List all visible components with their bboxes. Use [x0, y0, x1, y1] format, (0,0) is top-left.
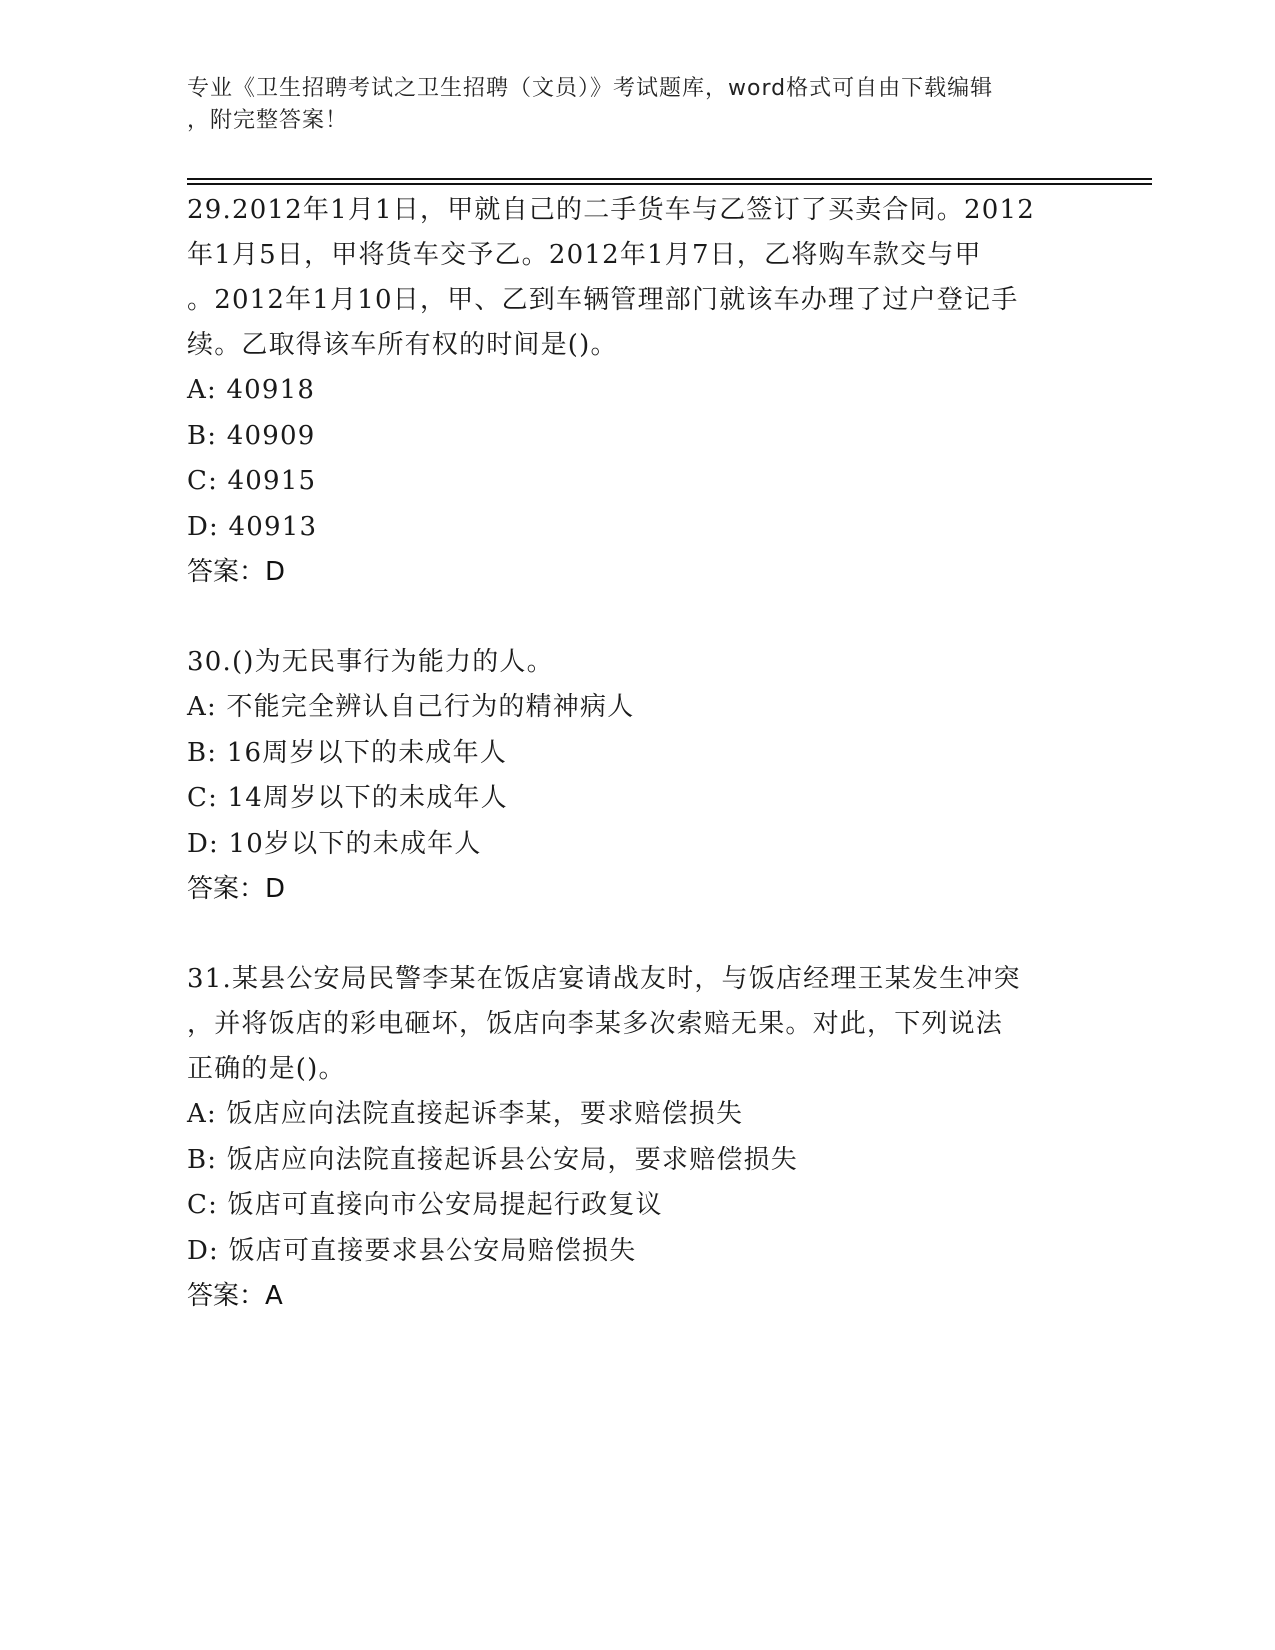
header-divider-top — [187, 178, 1152, 180]
stem-line: ，并将饭店的彩电砸坏，饭店向李某多次索赔无果。对此，下列说法 — [187, 1009, 1004, 1039]
header-divider-bottom — [187, 183, 1152, 185]
option-a: A: 40918 — [187, 375, 316, 405]
question-spacer — [187, 595, 1087, 640]
option-a: A: 饭店应向法院直接起诉李某，要求赔偿损失 — [187, 1099, 744, 1129]
option-b: B: 16周岁以下的未成年人 — [187, 737, 508, 768]
question-30 — [187, 640, 1087, 912]
question-31 — [187, 957, 1087, 1319]
questions-list — [187, 188, 1087, 1319]
option-d: D: 40913 — [187, 511, 318, 542]
option-c: C: 饭店可直接向市公安局提起行政复议 — [187, 1190, 663, 1220]
option-d: D: 饭店可直接要求县公安局赔偿损失 — [187, 1235, 637, 1266]
answer-label: 答案：D — [187, 557, 286, 587]
stem-line: 续。乙取得该车所有权的时间是()。 — [187, 330, 618, 360]
header-line-2: ，附完整答案！ — [187, 108, 349, 133]
answer-label: 答案：A — [187, 1281, 283, 1311]
option-c: C: 40915 — [187, 466, 317, 496]
question-stem — [187, 640, 1087, 685]
option-a: A: 不能完全辨认自己行为的精神病人 — [187, 692, 635, 722]
document-header — [187, 73, 1067, 137]
stem-line: 正确的是()。 — [187, 1054, 346, 1084]
stem-line: 29.2012年1月1日，甲就自己的二手货车与乙签订了买卖合同。2012 — [187, 195, 1035, 225]
header-line-1: 专业《卫生招聘考试之卫生招聘（文员）》考试题库，word格式可自由下载编辑 — [187, 76, 994, 101]
stem-line: 31.某县公安局民警李某在饭店宴请战友时，与饭店经理王某发生冲突 — [187, 964, 1021, 994]
option-d: D: 10岁以下的未成年人 — [187, 828, 482, 859]
option-c: C: 14周岁以下的未成年人 — [187, 783, 508, 813]
stem-line: 30.()为无民事行为能力的人。 — [187, 647, 554, 677]
question-stem — [187, 188, 1087, 368]
option-b: B: 40909 — [187, 420, 316, 451]
question-spacer — [187, 912, 1087, 957]
answer-label: 答案：D — [187, 874, 286, 904]
question-stem — [187, 957, 1087, 1092]
stem-line: 年1月5日，甲将货车交予乙。2012年1月7日，乙将购车款交与甲 — [187, 240, 982, 270]
question-29 — [187, 188, 1087, 595]
option-b: B: 饭店应向法院直接起诉县公安局，要求赔偿损失 — [187, 1144, 798, 1175]
stem-line: 。2012年1月10日，甲、乙到车辆管理部门就该车办理了过户登记手 — [187, 285, 1019, 315]
